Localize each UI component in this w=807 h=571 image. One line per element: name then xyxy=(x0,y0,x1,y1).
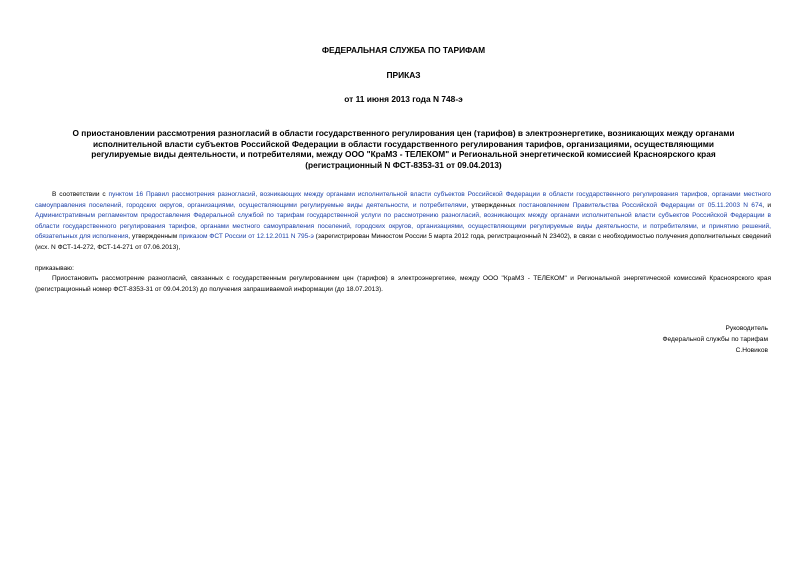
agency-heading: ФЕДЕРАЛЬНАЯ СЛУЖБА ПО ТАРИФАМ xyxy=(321,45,486,55)
signature-name: С.Новиков xyxy=(735,347,768,354)
preamble-text-4: , утвержденным xyxy=(128,233,180,240)
document-date-number: от 11 июня 2013 года N 748-э xyxy=(344,94,463,104)
document-title xyxy=(35,128,772,170)
preamble-text-2: , утвержденных xyxy=(466,201,519,209)
signature-position: Руководитель xyxy=(725,325,768,332)
preamble-text-1: В соответствии с xyxy=(52,191,109,198)
title-line-1: О приостановлении рассмотрения разногласий в области государственного регулирования цен (тарифов) в электроэнергетике, возникающих между органами xyxy=(72,128,735,138)
title-line-4: (регистрационный N ФСТ-8353-31 от 09.04.2013) xyxy=(305,159,502,170)
rules-link[interactable]: пунктом 16 Правил рассмотрения разногласий, возникающих между органами исполнительной власти субъектов Российской Федерации в области государственного регулирования тарифов, органами местного самоуправления поселений, городских округов, организациями, осуществляющими регулируемые виды деятельности, и потребителями xyxy=(35,191,772,209)
preamble-text-5: (зарегистрирован Минюстом России 5 марта 2012 года, регистрационный N 23402), в связи с необходимостью получения дополнительных сведений (исх. N ФСТ-14-272, ФСТ-14-271 от 07.06.2013), xyxy=(35,233,772,251)
operative-paragraph: Приостановить рассмотрение разногласий, связанных с государственным регулированием цен (тарифов) в электроэнергетике, между ООО "КраМЗ - ТЕЛЕКОМ" и Региональной энергетической комиссией Красноярского края (регистрационный номер ФСТ-8353-31 от 09.04.2013) до получения запрашиваемой информации (до 18.07.2013). xyxy=(35,275,771,293)
document-type-heading: ПРИКАЗ xyxy=(386,70,421,80)
government-decree-link[interactable]: постановлением Правительства Российской Федерации от 05.11.2003 N 674 xyxy=(518,201,763,209)
preamble-paragraph xyxy=(35,190,771,253)
title-line-2: исполнительной власти субъектов Российской Федерации в области государственного регулирования тарифов, организациями, осуществляющими xyxy=(93,138,714,149)
preamble-text-3: , и xyxy=(762,201,772,209)
title-line-3: регулируемые виды деятельности, и потребителями, между ООО "КраМЗ - ТЕЛЕКОМ" и Региональной энергетической комиссией Красноярского края xyxy=(91,149,716,160)
administrative-regulation-link[interactable]: Административным регламентом предоставления Федеральной службой по тарифам государственной услуги по рассмотрению разногласий, возникающих между органами исполнительной власти субъектов Российской Федерации в области государственного регулирования тарифов, органами местного самоуправления поселений, городских округов, организациями, осуществляющими регулируемые виды деятельности, и потребителями, и принятию решений, обязательных для исполнения xyxy=(35,212,771,240)
fst-order-link[interactable]: приказом ФСТ России от 12.12.2011 N 795-э xyxy=(179,233,314,240)
order-word: приказываю: xyxy=(35,265,74,272)
signature-organization: Федеральной службы по тарифам xyxy=(662,336,768,343)
